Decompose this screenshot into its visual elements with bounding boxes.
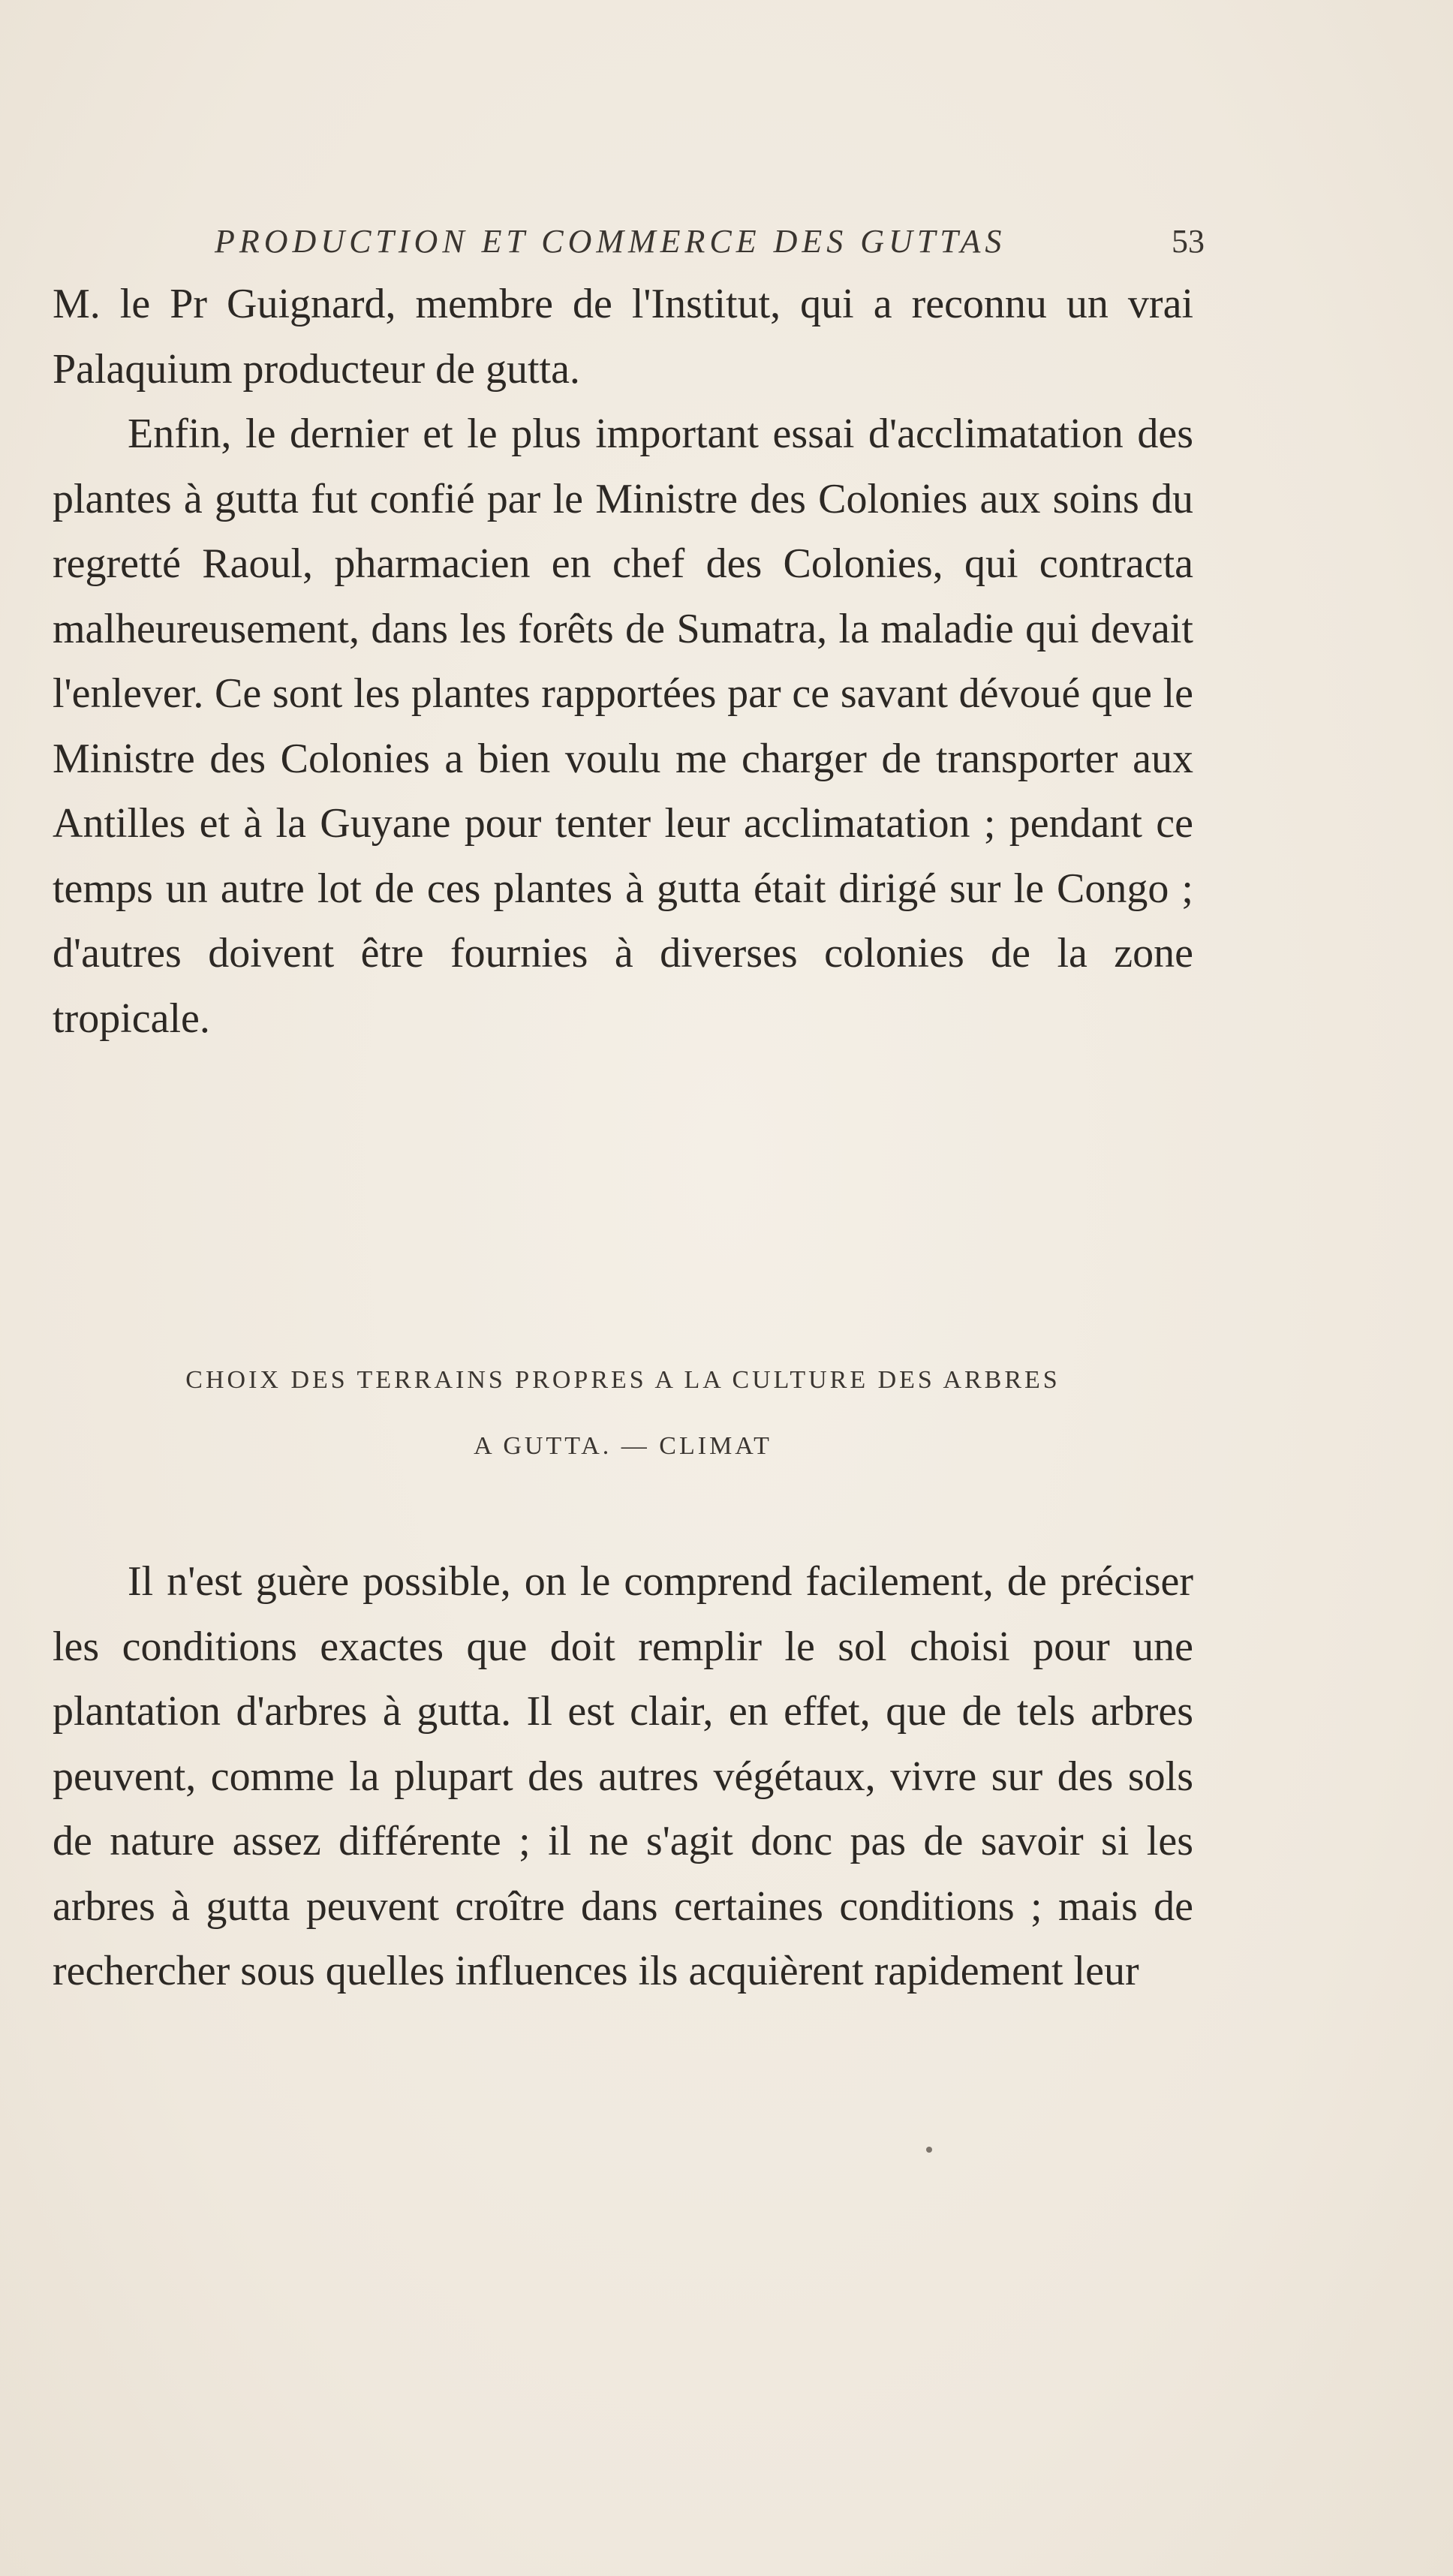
- section-heading-line-2: A GUTTA. — CLIMAT: [474, 1432, 772, 1460]
- bottom-text-block: [53, 1549, 1193, 2004]
- ink-speck: [926, 2147, 932, 2153]
- paragraph-terrains: Il n'est guère possible, on le comprend facilement, de préciser les conditions exactes que doit remplir le sol choisi pour une plantation d'arbres à gutta. Il est clair, en effet, que de tels arbres peuvent, comme la plupart des autres végétaux, vivre sur des sols de nature assez différente ; il ne s'agit donc pas de savoir si les arbres à gutta peuvent croître dans certaines conditions ; mais de rechercher sous quelles influences ils acquièrent rapidement leur: [53, 1558, 1193, 1994]
- running-head: [195, 222, 1205, 275]
- paragraph-continuation: M. le Pr Guignard, membre de l'Institut, qui a reconnu un vrai Palaquium producteur de gutta.: [53, 281, 1193, 393]
- page-number: 53: [1172, 223, 1205, 260]
- section-heading-line-1: CHOIX DES TERRAINS PROPRES A LA CULTURE DES ARBRES: [185, 1366, 1060, 1394]
- paragraph-acclimatation: Enfin, le dernier et le plus important essai d'acclimatation des plantes à gutta fut confié par le Ministre des Colonies aux soins du regretté Raoul, pharmacien en chef des Colonies, qui contracta malheureusement, dans les forêts de Sumatra, la maladie qui devait l'enlever. Ce sont les plantes rapportées par ce savant dévoué que le Ministre des Colonies a bien voulu me charger de transporter aux Antilles et à la Guyane pour tenter leur acclimatation ; pendant ce temps un autre lot de ces plantes à gutta était dirigé sur le Congo ; d'autres doivent être fournies à diverses colonies de la zone tropicale.: [53, 411, 1193, 1042]
- running-head-title: PRODUCTION ET COMMERCE DES GUTTAS: [215, 223, 1006, 260]
- top-text-block: [53, 272, 1193, 1051]
